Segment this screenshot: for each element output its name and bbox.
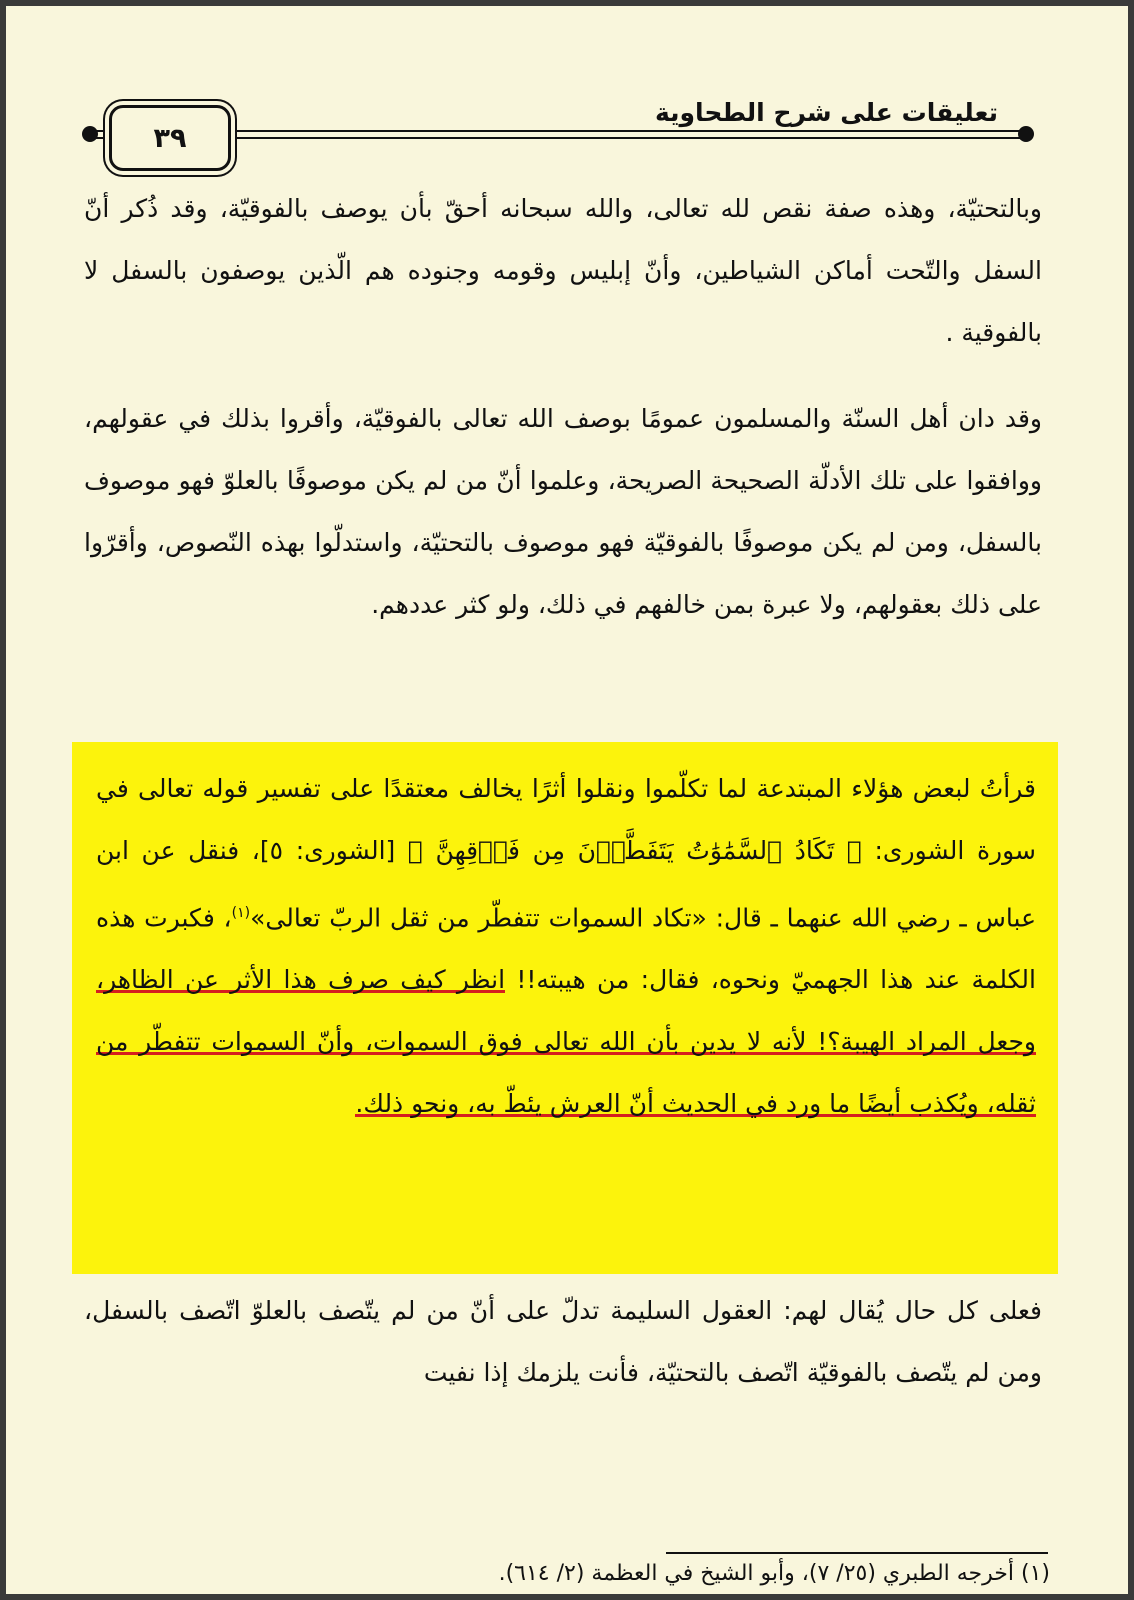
page-number-frame [109,105,231,171]
quran-verse: ﴿ تَكَادُ ٱلسَّمَٰوَٰتُ يَتَفَطَّرۡنَ مِن فَوۡقِهِنَّ ﴾ [407,836,862,865]
rule-end-dot-right [1018,126,1034,142]
verse-reference: [الشورى: ٥]، فنقل عن ابن عباس ـ رضي الله عنهما ـ قال: «تكاد السموات تتفطّر من ثقل الربّ تعالى» [96,836,1036,933]
footnote-marker[interactable]: (١) [231,905,251,921]
footnote: (١) أخرجه الطبري (٢٥/ ٧)، وأبو الشيخ في العظمة (٢/ ٦١٤). [498,1561,1050,1586]
book-page [6,6,1128,1594]
quote-continuation: ، فكبرت هذه الكلمة عند هذا الجهميّ ونحوه، فقال: من هيبته!! [96,903,1036,995]
paragraph-1: وبالتحتيّة، وهذه صفة نقص لله تعالى، والله سبحانه أحقّ بأن يوصف بالفوقيّة، وقد ذُكر أنّ السفل والتّحت أماكن الشياطين، وأنّ إبليس وقومه وجنوده هم الّذين يوصفون بالسفل لا بالفوقية . [84,194,1042,347]
header-rule-bottom [92,137,1024,139]
header-rule-top [92,130,1024,132]
underlined-sentence: انظر كيف صرف هذا الأثر عن الظاهر، وجعل المراد الهيبة؟! لأنه لا يدين بأن الله تعالى فوق السموات، وأنّ السموات تتفطّر من ثقله، ويُكذب أيضًا ما ورد في الحديث أنّ العرش يئطّ به، ونحو ذلك. [96,965,1036,1119]
page-number: ٣٩ [153,122,187,154]
running-title: تعليقات على شرح الطحاوية [654,98,998,127]
quote-intro: قرأتُ لبعض هؤلاء المبتدعة لما تكلّموا ونقلوا أثرًا يخالف معتقدًا على تفسير قوله تعالى في سورة الشورى: [96,774,1036,865]
footnote-separator [666,1552,1048,1554]
rule-end-dot-left [82,126,98,142]
paragraph-3-highlighted [96,758,1036,1135]
paragraph-2: وقد دان أهل السنّة والمسلمون عمومًا بوصف الله تعالى بالفوقيّة، وأقروا بذلك في عقولهم، ووافقوا على تلك الأدلّة الصحيحة الصريحة، وعلموا أنّ من لم يكن موصوفًا بالعلوّ فهو موصوف بالسفل، ومن لم يكن موصوفًا بالفوقيّة فهو موصوف بالتحتيّة، واستدلّوا بهذه النّصوص، وأقرّوا على ذلك بعقولهم، ولا عبرة بمن خالفهم في ذلك، ولو كثر عددهم. [84,404,1042,619]
paragraph-4: فعلى كل حال يُقال لهم: العقول السليمة تدلّ على أنّ من لم يتّصف بالعلوّ اتّصف بالسفل، ومن لم يتّصف بالفوقيّة اتّصف بالتحتيّة، فأنت يلزمك إذا نفيت [84,1296,1042,1387]
